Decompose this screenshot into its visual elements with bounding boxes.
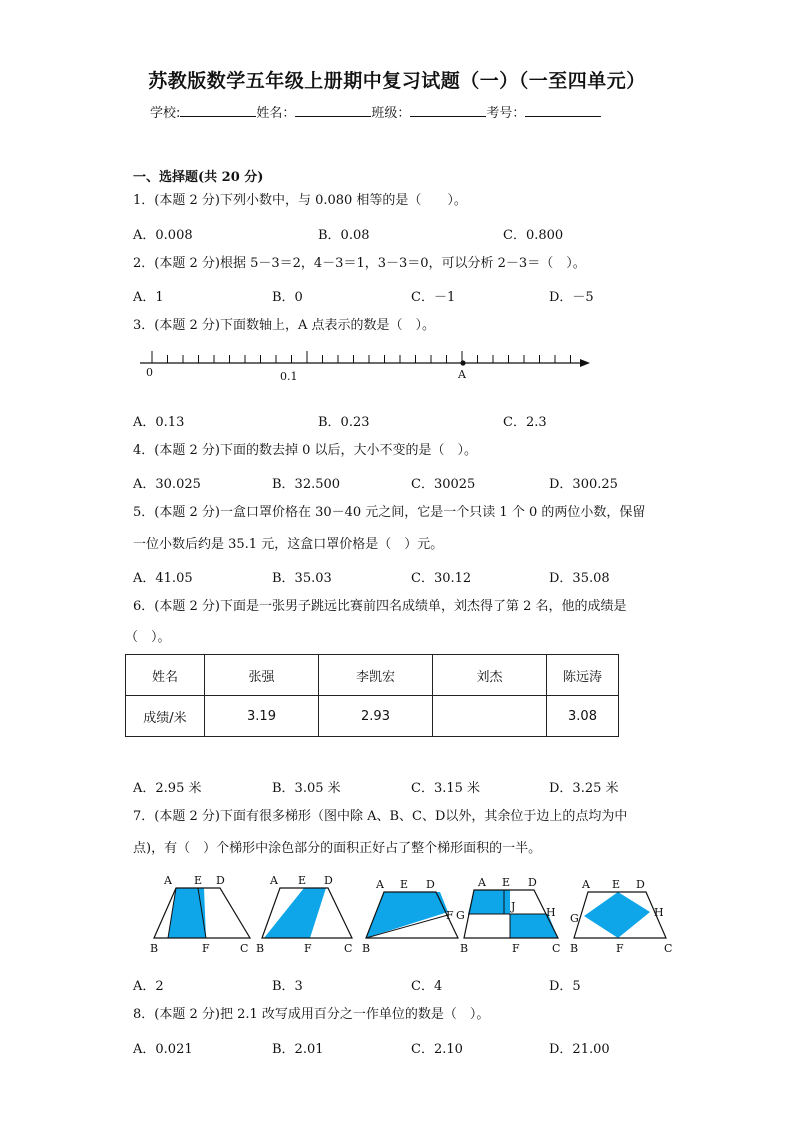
q1-option-b[interactable]: B．0.08 bbox=[318, 228, 370, 243]
table-row bbox=[126, 696, 619, 737]
point-a-marker bbox=[460, 360, 465, 365]
label: B bbox=[150, 942, 159, 955]
q2-option-c[interactable]: C．－1 bbox=[411, 290, 456, 305]
q7-option-d[interactable]: D．5 bbox=[549, 979, 581, 994]
q8-option-b[interactable]: B．2.01 bbox=[272, 1042, 324, 1057]
trapezoid-2 bbox=[256, 874, 352, 955]
school-label: 学校: bbox=[150, 106, 181, 121]
q2-option-a[interactable]: A．1 bbox=[133, 290, 164, 305]
trapezoid-5 bbox=[570, 878, 672, 955]
question-7-line-2: 点)，有（ ）个梯形中涂色部分的面积正好占了整个梯形面积的一半。 bbox=[133, 841, 542, 856]
scores-table bbox=[125, 654, 619, 737]
class-blank[interactable] bbox=[410, 104, 486, 117]
label: A bbox=[270, 874, 278, 887]
label: A bbox=[478, 876, 486, 889]
table-header-cell: 李凯宏 bbox=[319, 655, 433, 696]
q5-option-a[interactable]: A．41.05 bbox=[133, 571, 193, 586]
label: D bbox=[528, 876, 537, 889]
label: G bbox=[570, 912, 579, 925]
table-cell: 成绩/米 bbox=[126, 696, 205, 737]
label: H bbox=[654, 906, 664, 919]
label: E bbox=[400, 878, 409, 891]
table-header-cell: 陈远涛 bbox=[547, 655, 619, 696]
q8-option-d[interactable]: D．21.00 bbox=[549, 1042, 610, 1057]
label: F bbox=[202, 942, 210, 955]
label: E bbox=[298, 874, 307, 887]
table-cell-blank[interactable] bbox=[433, 696, 547, 737]
q7-option-b[interactable]: B．3 bbox=[272, 979, 303, 994]
trapezoid-1 bbox=[150, 874, 250, 955]
q4-option-d[interactable]: D．300.25 bbox=[549, 477, 618, 492]
q4-option-b[interactable]: B．32.500 bbox=[272, 477, 341, 492]
question-8: 8．(本题 2 分)把 2.1 改写成用百分之一作单位的数是（ ）。 bbox=[133, 1007, 490, 1022]
label: B bbox=[256, 942, 265, 955]
question-3: 3．(本题 2 分)下面数轴上，A 点表示的数是（ ）。 bbox=[133, 318, 435, 333]
label: J bbox=[511, 900, 516, 913]
trapezoid-1-shade bbox=[168, 888, 206, 938]
q2-option-b[interactable]: B．0 bbox=[272, 290, 303, 305]
table-cell: 2.93 bbox=[319, 696, 433, 737]
label: C bbox=[664, 942, 673, 955]
question-4: 4．(本题 2 分)下面的数去掉 0 以后，大小不变的是（ ）。 bbox=[133, 443, 477, 458]
q5-option-b[interactable]: B．35.03 bbox=[272, 571, 332, 586]
question-2: 2．(本题 2 分)根据 5－3＝2，4－3＝1，3－3＝0，可以分析 2－3＝（ ）。 bbox=[133, 256, 586, 271]
student-info-line bbox=[150, 102, 601, 121]
trapezoid-3-shade bbox=[366, 892, 448, 938]
trapezoids-figure bbox=[140, 872, 680, 962]
number-line-label-0: 0 bbox=[146, 366, 153, 379]
label: A bbox=[164, 874, 172, 887]
label: F bbox=[304, 942, 312, 955]
label: D bbox=[636, 878, 645, 891]
trapezoid-5-shade bbox=[584, 892, 650, 938]
number-line-arrow-icon bbox=[580, 359, 590, 367]
q8-option-c[interactable]: C．2.10 bbox=[411, 1042, 463, 1057]
label: E bbox=[194, 874, 203, 887]
q7-option-c[interactable]: C．4 bbox=[411, 979, 443, 994]
number-blank[interactable] bbox=[525, 104, 601, 117]
label: F bbox=[446, 909, 454, 922]
q6-option-c[interactable]: C．3.15 米 bbox=[411, 781, 481, 796]
question-5-line-1: 5．(本题 2 分)一盒口罩价格在 30－40 元之间，它是一个只读 1 个 0 的两位小数，保留 bbox=[133, 505, 646, 520]
label: F bbox=[512, 942, 520, 955]
table-cell: 3.19 bbox=[205, 696, 319, 737]
number-label: 考号： bbox=[486, 106, 526, 121]
q5-option-c[interactable]: C．30.12 bbox=[411, 571, 472, 586]
q6-option-b[interactable]: B．3.05 米 bbox=[272, 781, 341, 796]
table-cell: 3.08 bbox=[547, 696, 619, 737]
table-header-row bbox=[126, 655, 619, 696]
label: C bbox=[344, 942, 353, 955]
class-label: 班级： bbox=[371, 106, 411, 121]
label: E bbox=[502, 876, 511, 889]
label: D bbox=[426, 878, 435, 891]
page-title: 苏教版数学五年级上册期中复习试题（一）（一至四单元） bbox=[148, 70, 646, 92]
number-line-ticks bbox=[152, 351, 571, 363]
q4-option-a[interactable]: A．30.025 bbox=[133, 477, 201, 492]
name-blank[interactable] bbox=[295, 104, 371, 117]
trapezoid-2-shade bbox=[264, 888, 326, 938]
table-header-cell: 姓名 bbox=[126, 655, 205, 696]
label: B bbox=[570, 942, 579, 955]
number-line-label-a: A bbox=[458, 368, 466, 381]
table-header-cell: 刘杰 bbox=[433, 655, 547, 696]
label: A bbox=[376, 878, 384, 891]
q1-option-a[interactable]: A．0.008 bbox=[133, 228, 193, 243]
label: E bbox=[612, 878, 621, 891]
question-7-line-1: 7．(本题 2 分)下面有很多梯形（图中除 A、B、C、D以外，其余位于边上的点均为中 bbox=[133, 809, 628, 824]
label: G bbox=[456, 909, 465, 922]
label: D bbox=[216, 874, 225, 887]
q7-option-a[interactable]: A．2 bbox=[133, 979, 164, 994]
number-line-label-0-1: 0.1 bbox=[280, 370, 298, 383]
label: C bbox=[240, 942, 249, 955]
q2-option-d[interactable]: D．－5 bbox=[549, 290, 594, 305]
q8-option-a[interactable]: A．0.021 bbox=[133, 1042, 193, 1057]
q5-option-d[interactable]: D．35.08 bbox=[549, 571, 610, 586]
question-1: 1．(本题 2 分)下列小数中，与 0.080 相等的是（ ）。 bbox=[133, 193, 467, 208]
label: A bbox=[582, 878, 590, 891]
table-header-cell: 张强 bbox=[205, 655, 319, 696]
label: B bbox=[362, 942, 371, 955]
label: B bbox=[460, 942, 469, 955]
label: D bbox=[324, 874, 333, 887]
q1-option-c[interactable]: C．0.800 bbox=[503, 228, 564, 243]
school-blank[interactable] bbox=[180, 104, 256, 117]
q3-option-a[interactable]: A．0.13 bbox=[133, 415, 185, 430]
label: H bbox=[546, 906, 556, 919]
trapezoid-4 bbox=[460, 876, 560, 955]
question-6-line-1: 6．(本题 2 分)下面是一张男子跳远比赛前四名成绩单，刘杰得了第 2 名，他的成绩是 bbox=[133, 599, 627, 614]
q6-option-d[interactable]: D．3.25 米 bbox=[549, 781, 619, 796]
q3-option-c[interactable]: C．2.3 bbox=[503, 415, 547, 430]
q4-option-c[interactable]: C．30025 bbox=[411, 477, 476, 492]
trapezoid-3 bbox=[362, 878, 465, 955]
name-label: 姓名： bbox=[256, 106, 296, 121]
q6-option-a[interactable]: A．2.95 米 bbox=[133, 781, 202, 796]
number-line-figure bbox=[130, 342, 600, 384]
question-5-line-2: 一位小数后约是 35.1 元，这盒口罩价格是（ ）元。 bbox=[133, 537, 444, 552]
q3-option-b[interactable]: B．0.23 bbox=[318, 415, 370, 430]
label: C bbox=[552, 942, 561, 955]
section-heading: 一、选择题(共 20 分) bbox=[133, 170, 264, 185]
question-6-line-2: （ ）。 bbox=[125, 630, 171, 645]
label: F bbox=[616, 942, 624, 955]
